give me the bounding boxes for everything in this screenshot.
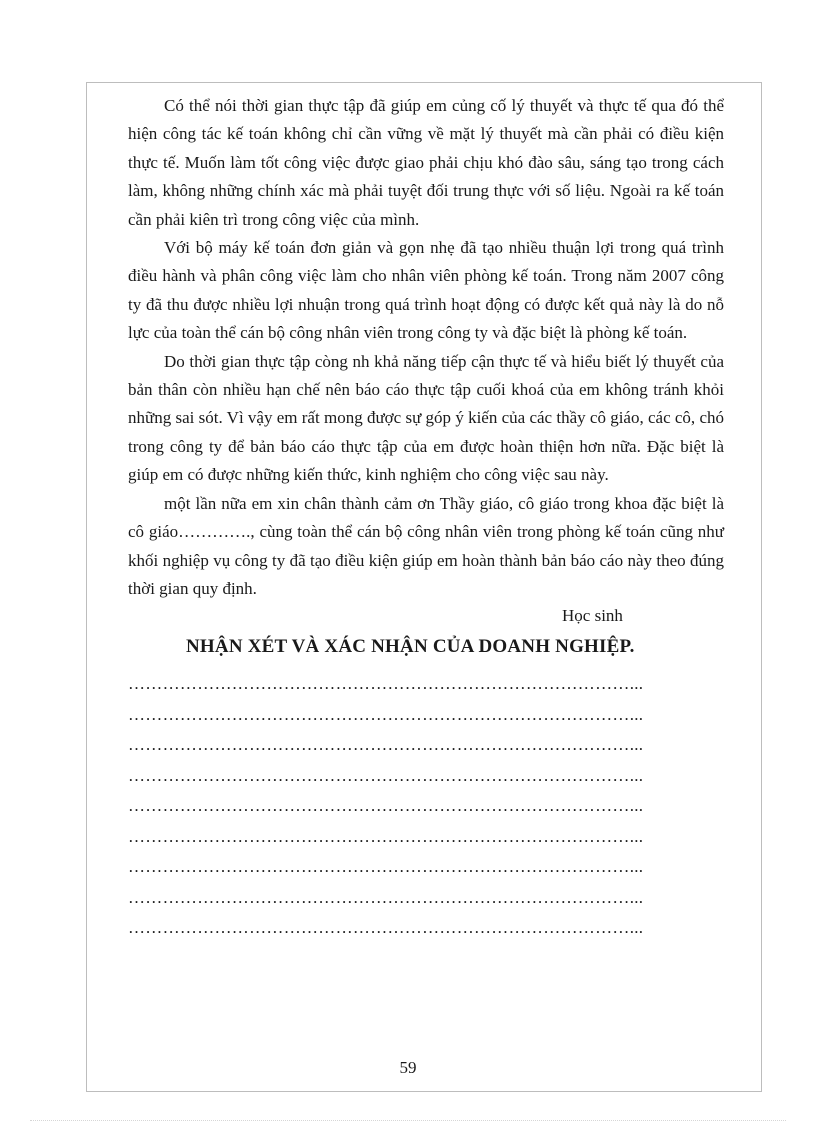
signer-label: Học sinh	[562, 606, 623, 626]
comment-lines	[128, 669, 724, 944]
dotted-line: ……………………………………………………………………………...	[128, 735, 644, 755]
dotted-line: ……………………………………………………………………………...	[128, 857, 644, 877]
paragraph-2: Với bộ máy kế toán đơn giản và gọn nhẹ đã tạo nhiều thuận lợi trong quá trình điều hành và phân công việc làm cho nhân viên phòng kế toán. Trong năm 2007 công ty đã thu được nhiều lợi nhuận trong quá trình hoạt động có được kết quả này là do nỗ lực của toàn thể cán bộ công nhân viên trong công ty và đặc biệt là phòng kế toán.	[128, 238, 724, 343]
dotted-line: ……………………………………………………………………………...	[128, 918, 644, 938]
paragraph-1: Có thể nói thời gian thực tập đã giúp em củng cố lý thuyết và thực tế qua đó thể hiện công tác kế toán không chỉ cần vững về mặt lý thuyết mà cần phải có điều kiện thực tế. Muốn làm tốt công việc được giao phải chịu khó đào sâu, sáng tạo trong cách làm, không những chính xác mà phải tuyệt đối trung thực với số liệu. Ngoài ra kế toán cần phải kiên trì trong công việc của mình.	[128, 96, 724, 229]
dotted-line: ……………………………………………………………………………...	[128, 674, 644, 694]
dotted-line: ……………………………………………………………………………...	[128, 826, 644, 846]
dotted-line: ……………………………………………………………………………...	[128, 704, 644, 724]
page-bottom-divider	[30, 1120, 786, 1121]
dotted-line: ……………………………………………………………………………...	[128, 765, 644, 785]
dotted-line: ……………………………………………………………………………...	[128, 796, 644, 816]
section-heading: NHẬN XÉT VÀ XÁC NHẬN CỦA DOANH NGHIỆP.	[186, 636, 635, 658]
paragraph-3: Do thời gian thực tập còng nh khả năng tiếp cận thực tế và hiểu biết lý thuyết của bản thân còn nhiều hạn chế nên báo cáo thực tập cuối khoá của em không tránh khỏi những sai sót. Vì vậy em rất mong được sự góp ý kiến của các thầy cô giáo, các cô, chó trong công ty để bản báo cáo thực tập của em được hoàn thiện hơn nữa. Đặc biệt là giúp em có được những kiến thức, kinh nghiệm cho công việc sau này.	[128, 351, 724, 485]
page-number: 59	[399, 1058, 417, 1077]
dotted-line: ……………………………………………………………………………...	[128, 887, 644, 907]
document-body	[128, 92, 724, 944]
paragraph-4: một lần nữa em xin chân thành cảm ơn Thầy giáo, cô giáo trong khoa đặc biệt là cô giáo…………., cùng toàn thể cán bộ công nhân viên trong phòng kế toán cũng như khối nghiệp vụ công ty đã tạo điều kiện giúp em hoàn thành bản báo cáo này theo đúng thời gian quy định.	[128, 493, 724, 598]
